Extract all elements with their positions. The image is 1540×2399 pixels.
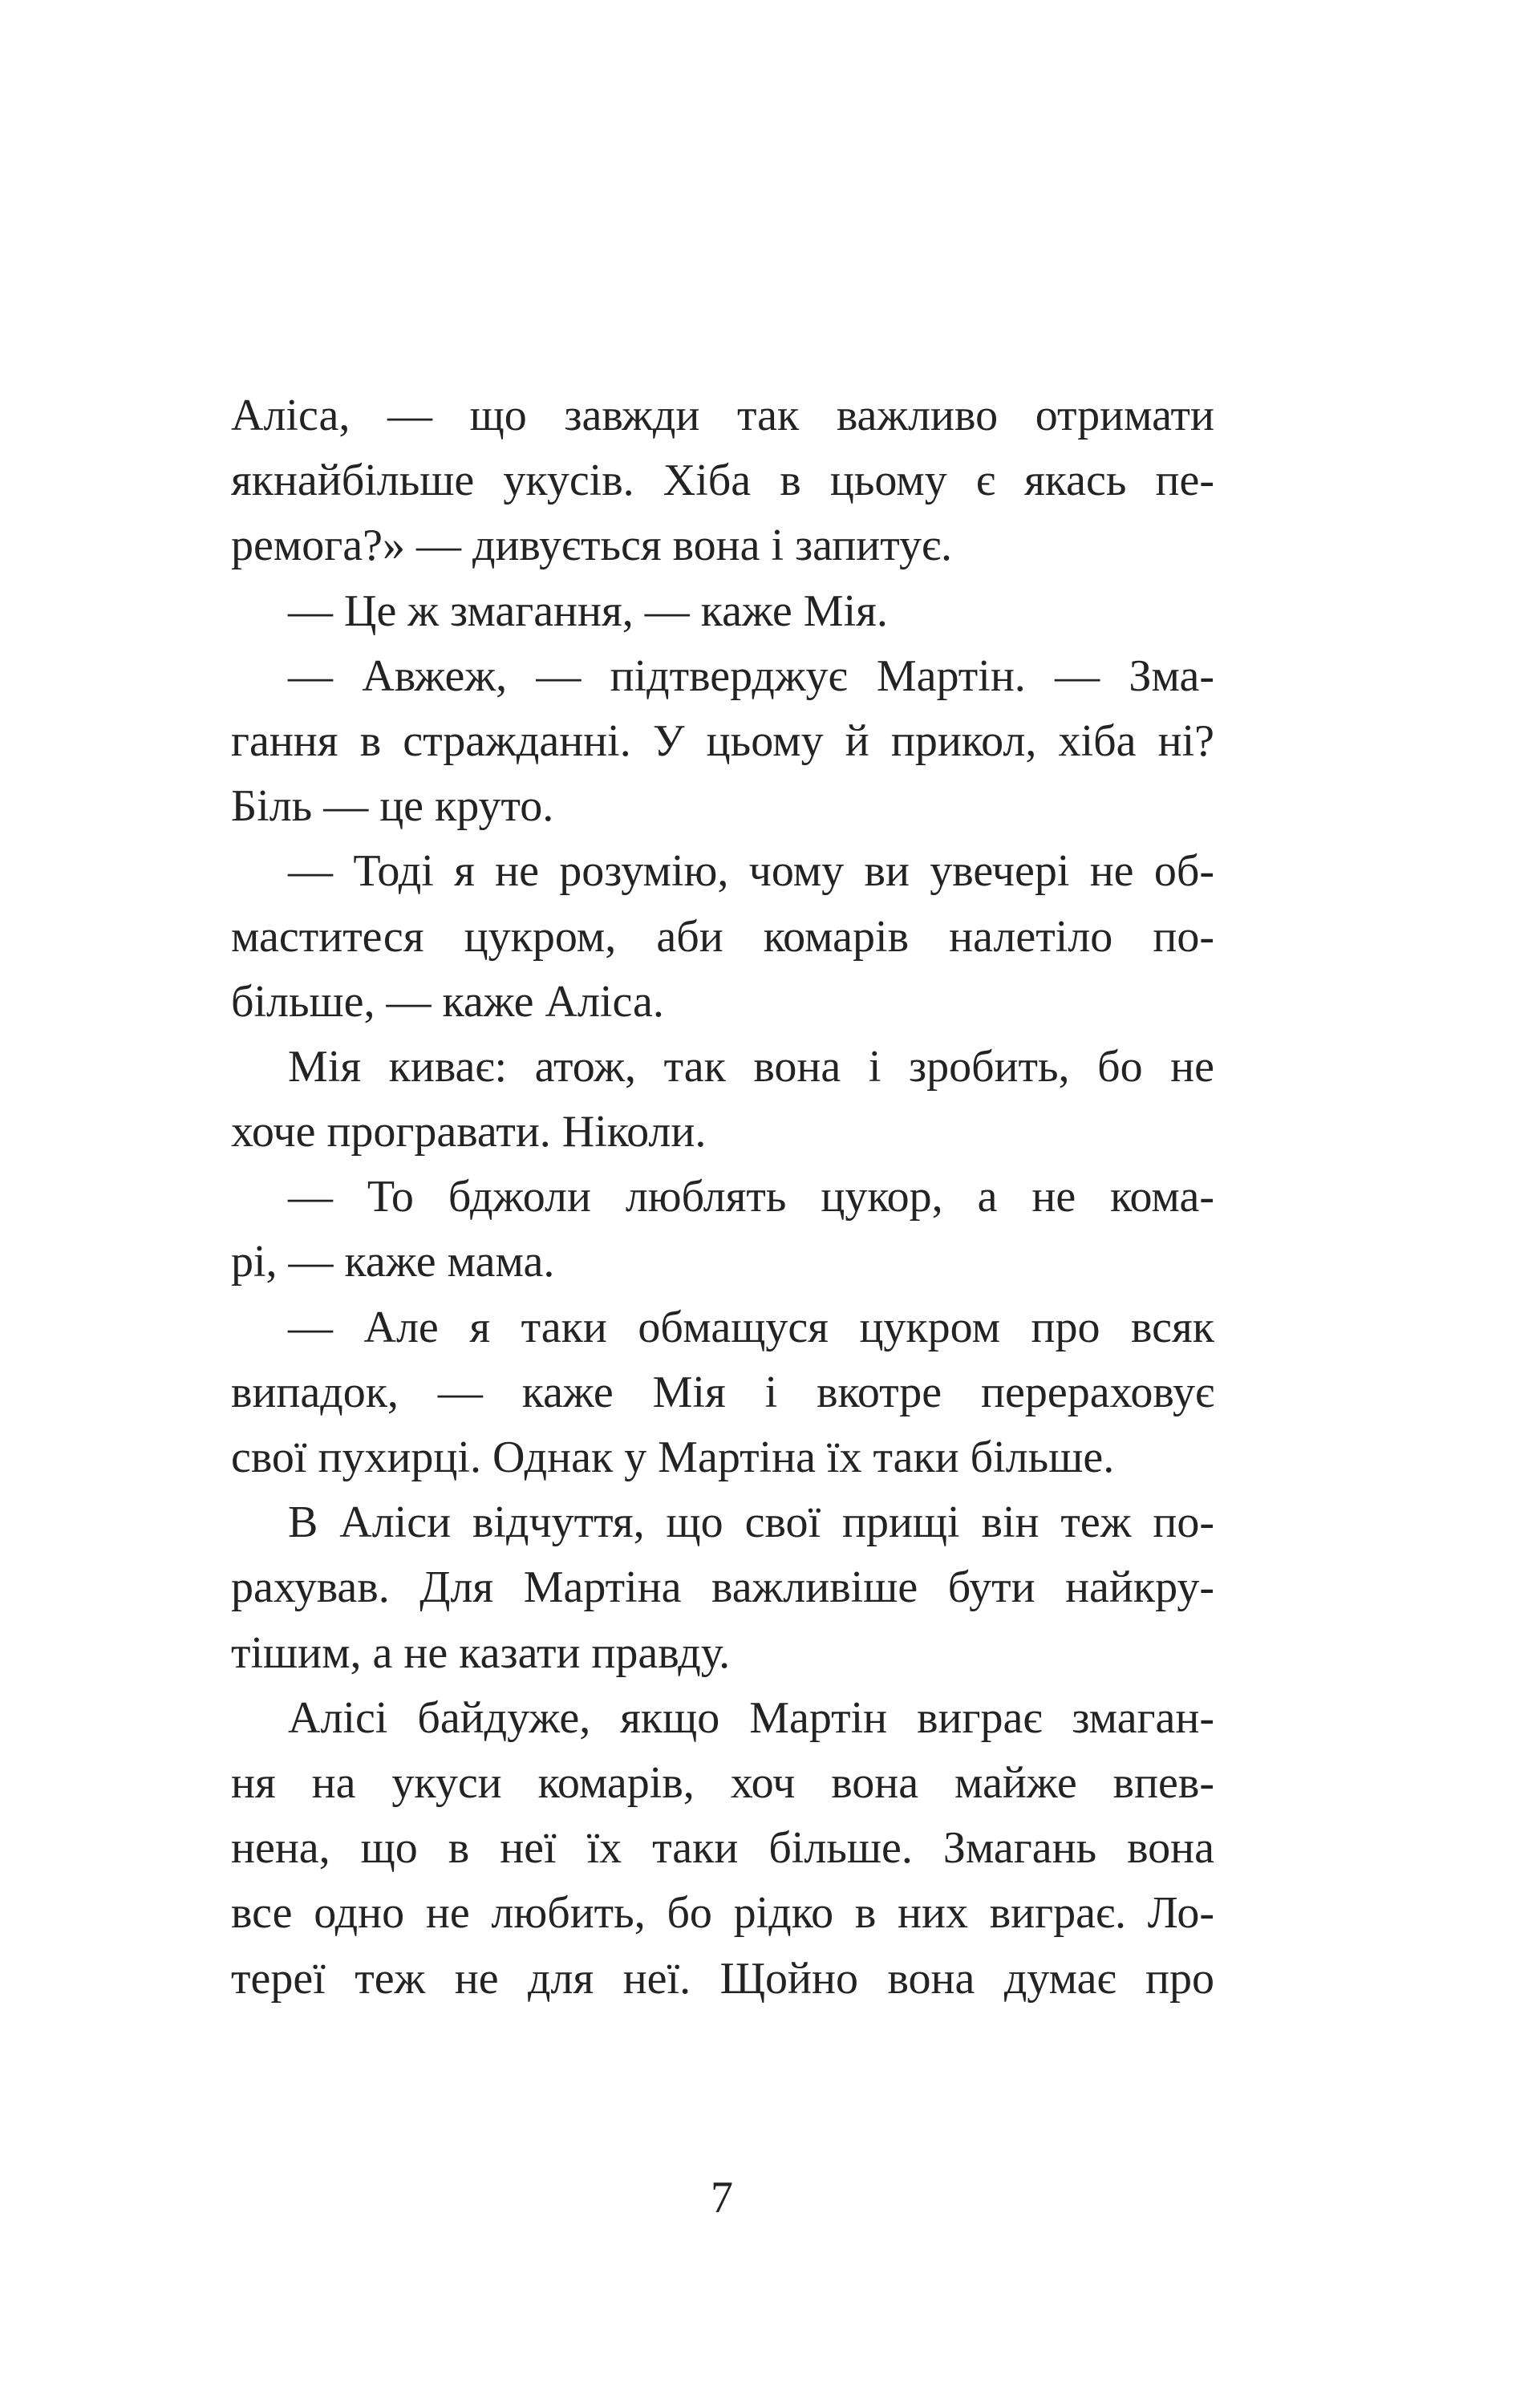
text-line: випадок, — каже Мія і вкотре перераховує xyxy=(231,1367,1214,1417)
text-line: тереї теж не для неї. Щойно вона думає про xyxy=(231,1953,1214,2004)
text-line: більше, — каже Аліса. xyxy=(231,976,664,1027)
text-line: Аліса, — що завжди так важливо отримати xyxy=(231,391,1214,440)
text-line: все одно не любить, бо рідко в них виграє. Ло- xyxy=(231,1888,1214,1939)
text-line: ремога?» — дивується вона і запитує. xyxy=(231,521,953,571)
text-line: хоче програвати. Ніколи. xyxy=(231,1107,707,1157)
text-line: рі, — каже мама. xyxy=(231,1237,555,1287)
text-line: Біль — це круто. xyxy=(231,781,554,832)
text-line: нена, що в неї їх таки більше. Змагань вона xyxy=(231,1823,1214,1874)
text-line: Мія киває: атож, так вона і зробить, бо не xyxy=(288,1041,1214,1092)
text-line: тішим, а не казати правду. xyxy=(231,1627,731,1678)
body-text xyxy=(231,383,1214,2012)
text-line: Алісі байдуже, якщо Мартін виграє змаган- xyxy=(288,1692,1214,1743)
page-number: 7 xyxy=(711,2173,733,2223)
text-line: свої пухирці. Однак у Мартіна їх таки більше. xyxy=(231,1433,1115,1482)
text-line: — То бджоли люблять цукор, а не кома- xyxy=(288,1172,1214,1222)
text-line: В Аліси відчуття, що свої прищі він теж по- xyxy=(288,1497,1214,1548)
text-line: — Це ж змагання, — каже Мія. xyxy=(288,586,888,636)
text-line: гання в стражданні. У цьому й прикол, хіба ні? xyxy=(231,715,1214,766)
text-line: рахував. Для Мартіна важливіше бути найкру- xyxy=(231,1562,1214,1613)
text-line: — Але я таки обмащуся цукром про всяк xyxy=(288,1302,1214,1352)
text-line: — Авжеж, — підтверджує Мартін. — Зма- xyxy=(288,650,1214,701)
text-line: якнайбільше укусів. Хіба в цьому є якась пе- xyxy=(231,456,1214,506)
text-line: ня на укуси комарів, хоч вона майже впев- xyxy=(231,1757,1214,1808)
text-line: маститеся цукром, аби комарів налетіло по- xyxy=(231,911,1214,962)
text-line: — Тоді я не розумію, чому ви увечері не об- xyxy=(288,846,1214,897)
